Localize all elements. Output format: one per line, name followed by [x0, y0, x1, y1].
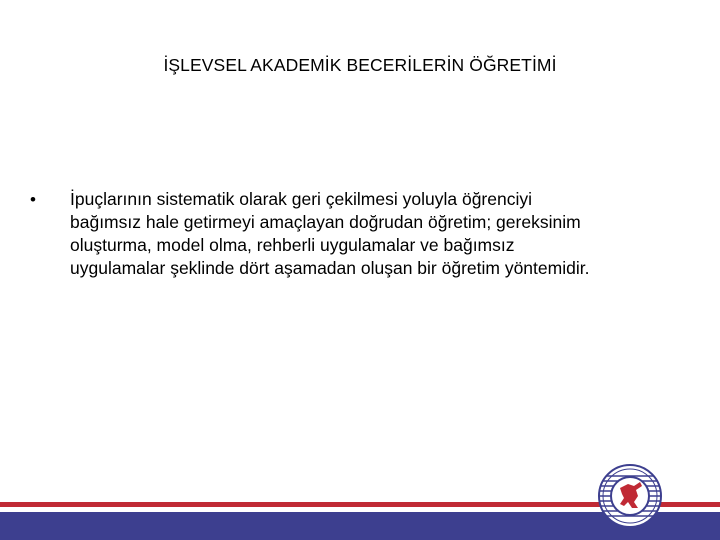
bullet-text: [70, 188, 710, 280]
bullet-line: oluşturma, model olma, rehberli uygulamalar ve bağımsız: [70, 235, 515, 255]
slide-title: İŞLEVSEL AKADEMİK BECERİLERİN ÖĞRETİMİ: [163, 55, 557, 75]
university-emblem-icon: [598, 464, 662, 528]
bullet-line: İpuçlarının sistematik olarak geri çekilmesi yoluyla öğrenciyi: [70, 189, 532, 209]
bullet-line: bağımsız hale getirmeyi amaçlayan doğrudan öğretim; gereksinim: [70, 212, 581, 232]
bullet-marker: •: [30, 190, 36, 209]
bullet-line: uygulamalar şeklinde dört aşamadan oluşan bir öğretim yöntemidir.: [70, 258, 590, 278]
